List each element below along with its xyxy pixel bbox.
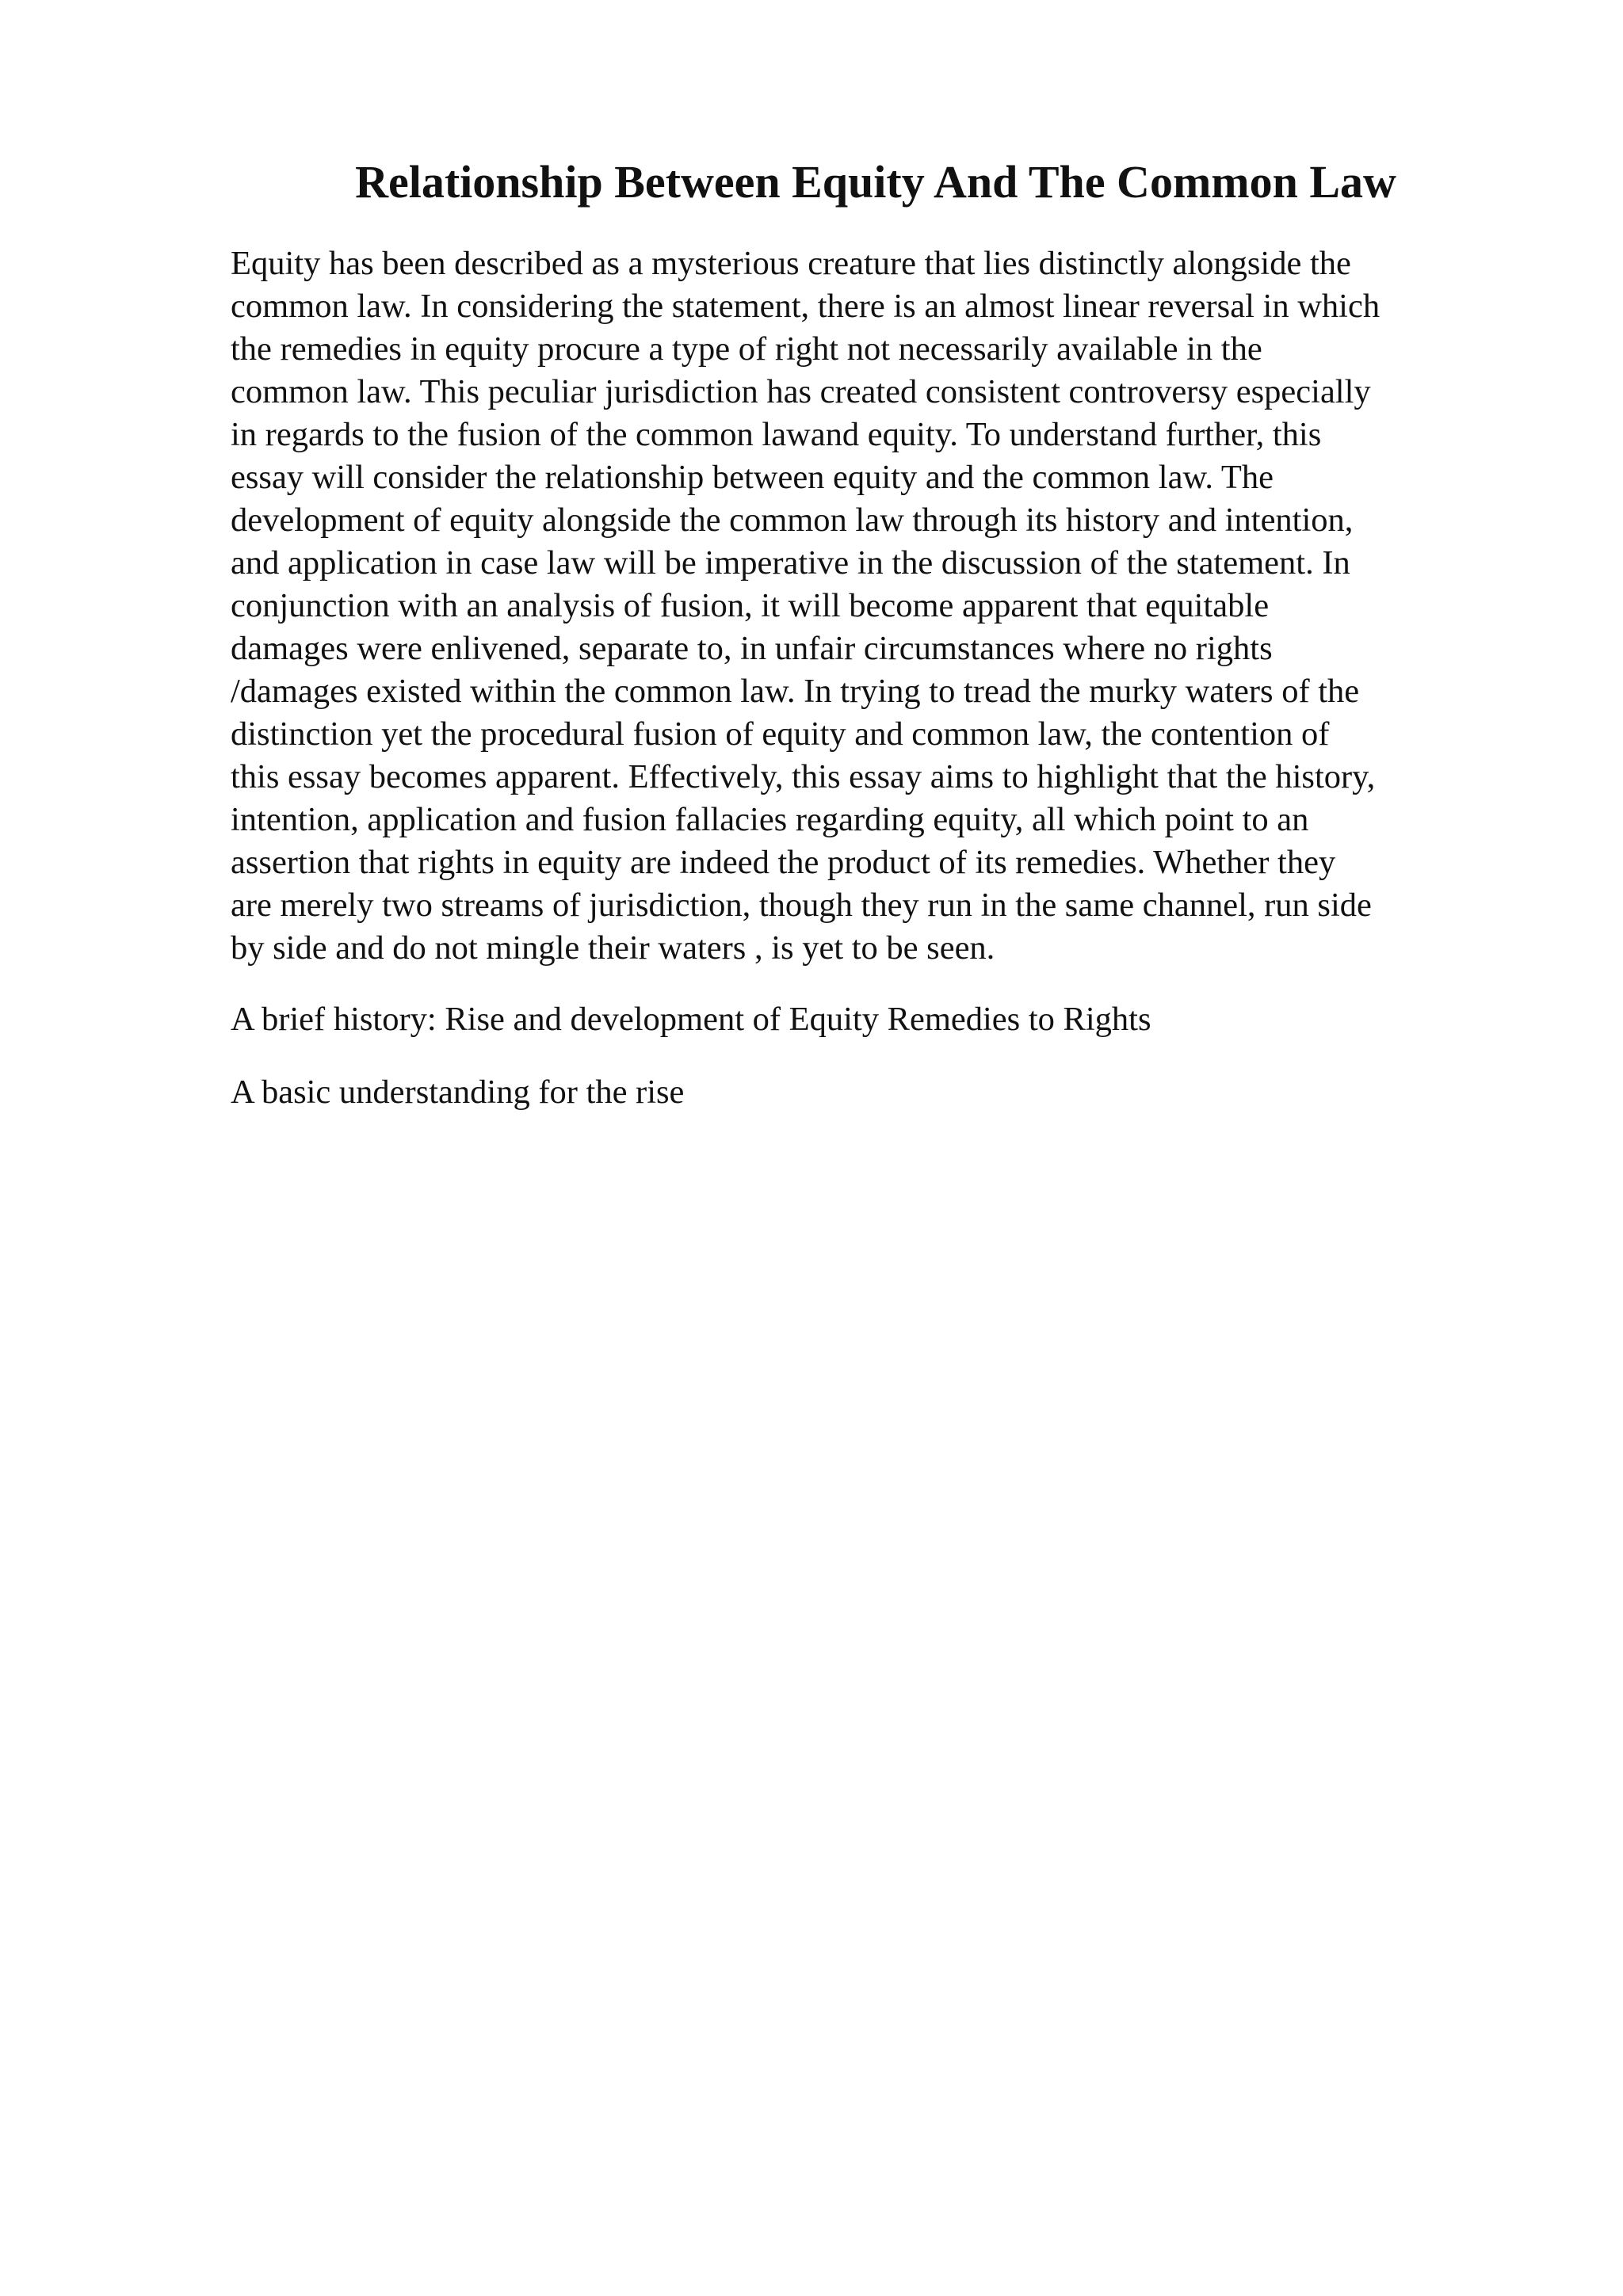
paragraph-line: are merely two streams of jurisdiction, though they run in the same channel, run side [231, 887, 1372, 924]
paragraph-line: development of equity alongside the common law through its history and intention, [231, 502, 1354, 539]
paragraph-line: /damages existed within the common law. In trying to tread the murky waters of the [231, 673, 1360, 710]
intro-paragraph [231, 242, 1499, 970]
paragraph-line: Equity has been described as a mysterious creature that lies distinctly alongside the [231, 245, 1351, 282]
paragraph-line: in regards to the fusion of the common lawand equity. To understand further, this [231, 416, 1322, 453]
paragraph-line: intention, application and fusion fallacies regarding equity, all which point to an [231, 801, 1309, 838]
paragraph-line: essay will consider the relationship between equity and the common law. The [231, 459, 1274, 496]
paragraph-line: by side and do not mingle their waters , is yet to be seen. [231, 929, 995, 967]
section-heading: A brief history: Rise and development of Equity Remedies to Rights [231, 1001, 1151, 1038]
paragraph-line: conjunction with an analysis of fusion, it will become apparent that equitable [231, 587, 1270, 624]
paragraph-line: and application in case law will be imperative in the discussion of the statement. In [231, 544, 1350, 582]
document-title: Relationship Between Equity And The Common Law [355, 156, 1396, 208]
paragraph-line: distinction yet the procedural fusion of equity and common law, the contention of [231, 715, 1330, 753]
paragraph-line: common law. This peculiar jurisdiction has created consistent controversy especially [231, 373, 1371, 410]
paragraph-line: the remedies in equity procure a type of right not necessarily available in the [231, 330, 1262, 368]
paragraph-line: assertion that rights in equity are indeed the product of its remedies. Whether they [231, 844, 1336, 881]
paragraph-line: common law. In considering the statement, there is an almost linear reversal in which [231, 288, 1381, 325]
document-body [231, 242, 1499, 1114]
paragraph-line: this essay becomes apparent. Effectively, this essay aims to highlight that the history, [231, 758, 1376, 795]
subsection-heading: A basic understanding for the rise [231, 1074, 685, 1111]
paragraph-line: damages were enlivened, separate to, in unfair circumstances where no rights [231, 630, 1273, 667]
